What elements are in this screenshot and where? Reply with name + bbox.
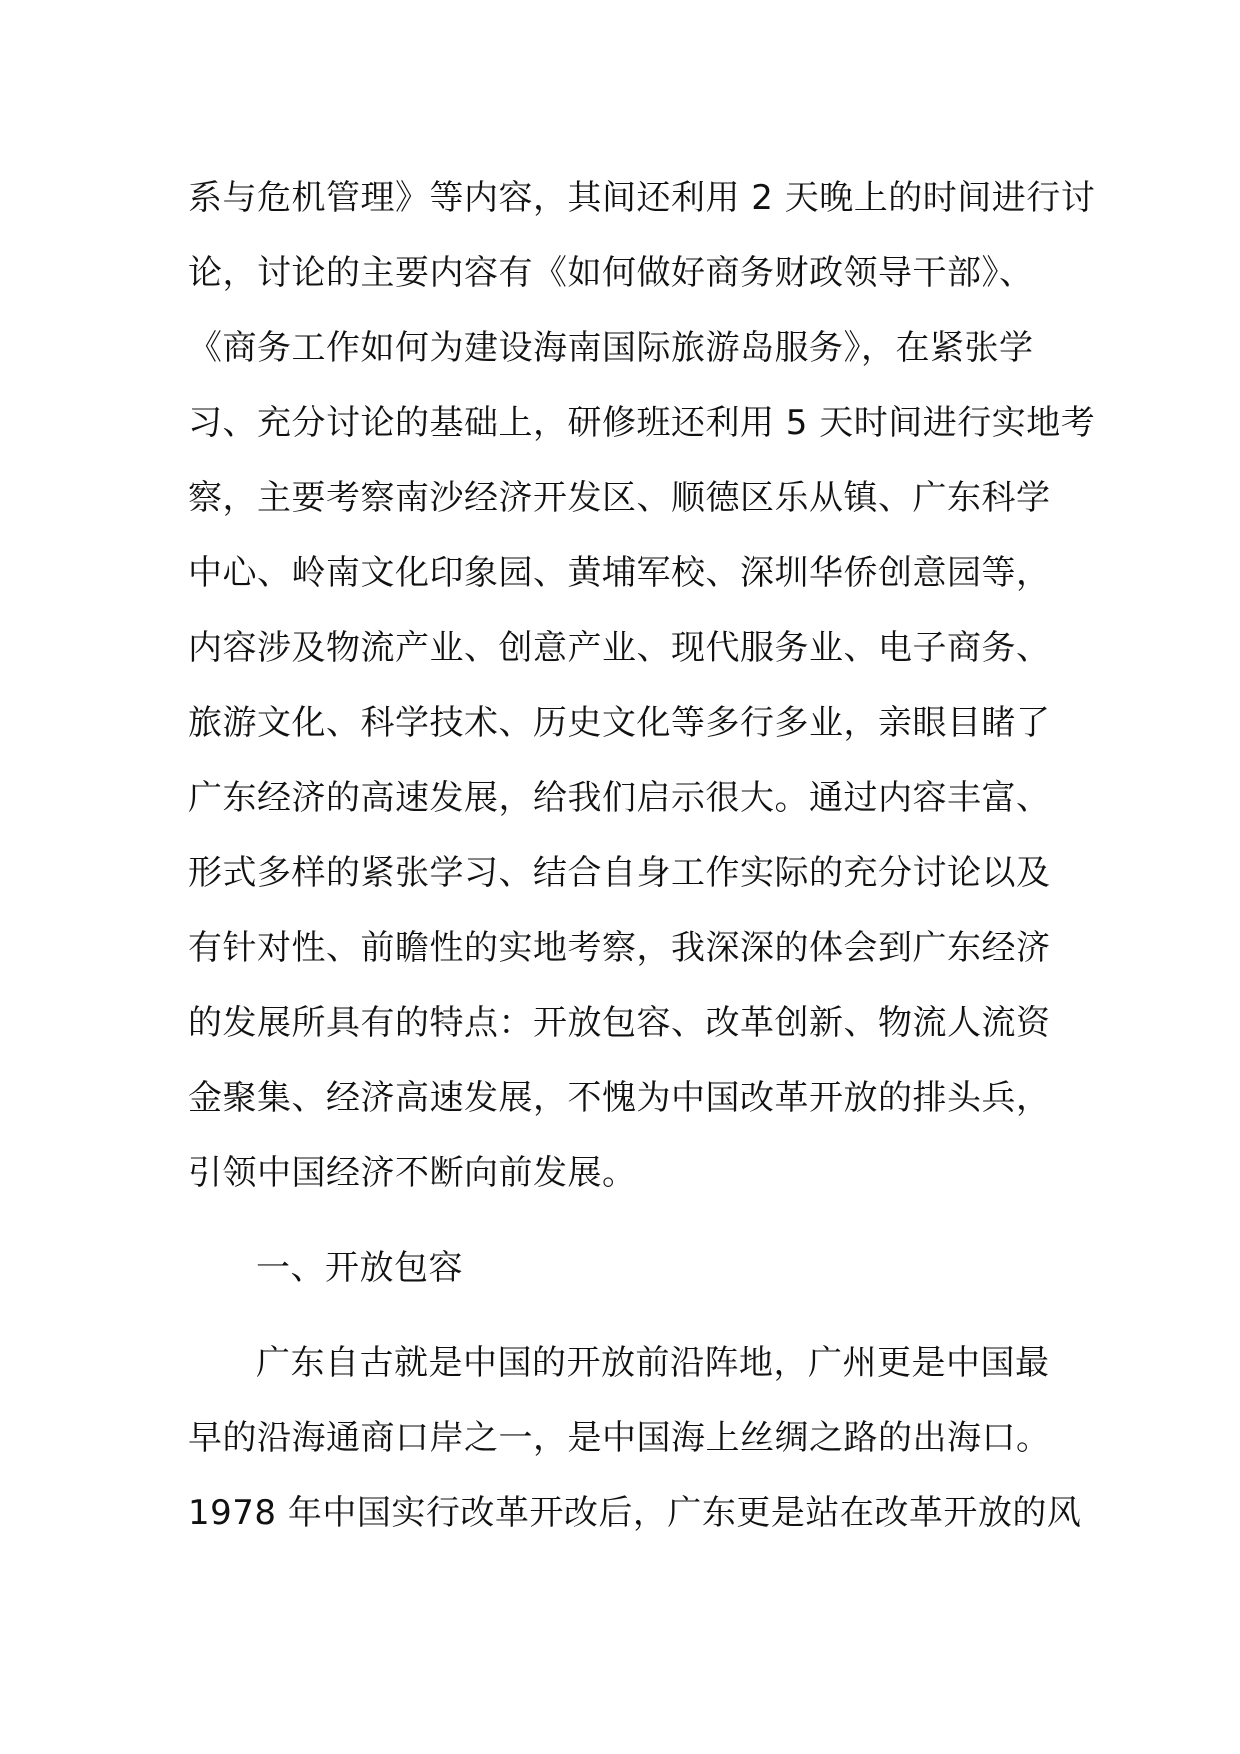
text-line: 1978 年中国实行改革开改后，广东更是站在改革开放的风: [188, 1493, 1082, 1533]
text-line: 旅游文化、科学技术、历史文化等多行多业，亲眼目睹了: [188, 703, 1051, 743]
text-line: 察，主要考察南沙经济开发区、顺德区乐从镇、广东科学: [188, 478, 1051, 518]
text-line: 的发展所具有的特点：开放包容、改革创新、物流人流资: [188, 1003, 1051, 1043]
text-line: 金聚集、经济高速发展，不愧为中国改革开放的排头兵，: [188, 1078, 1051, 1118]
text-line: 《商务工作如何为建设海南国际旅游岛服务》，在紧张学: [188, 328, 1034, 368]
text-line: 论，讨论的主要内容有《如何做好商务财政领导干部》、: [188, 253, 1034, 293]
text-line: 有针对性、前瞻性的实地考察，我深深的体会到广东经济: [188, 928, 1051, 968]
text-line: 系与危机管理》等内容，其间还利用 2 天晚上的时间进行讨: [188, 178, 1096, 218]
text-line: 内容涉及物流产业、创意产业、现代服务业、电子商务、: [188, 628, 1051, 668]
text-line: 广东经济的高速发展，给我们启示很大。通过内容丰富、: [188, 778, 1051, 818]
text-line: 中心、岭南文化印象园、黄埔军校、深圳华侨创意园等，: [188, 553, 1051, 593]
text-line: 早的沿海通商口岸之一，是中国海上丝绸之路的出海口。: [188, 1418, 1051, 1458]
text-line: 习、充分讨论的基础上，研修班还利用 5 天时间进行实地考: [188, 403, 1096, 443]
paragraph-2: [188, 1333, 1082, 1558]
document-body: [188, 168, 1096, 1558]
text-line: 形式多样的紧张学习、结合自身工作实际的充分讨论以及: [188, 853, 1051, 893]
text-line: 引领中国经济不断向前发展。: [188, 1153, 637, 1193]
paragraph-1: [188, 168, 1096, 1238]
text-line: 广东自古就是中国的开放前沿阵地，广州更是中国最: [256, 1343, 1050, 1383]
section-heading: 一、开放包容: [256, 1248, 463, 1288]
